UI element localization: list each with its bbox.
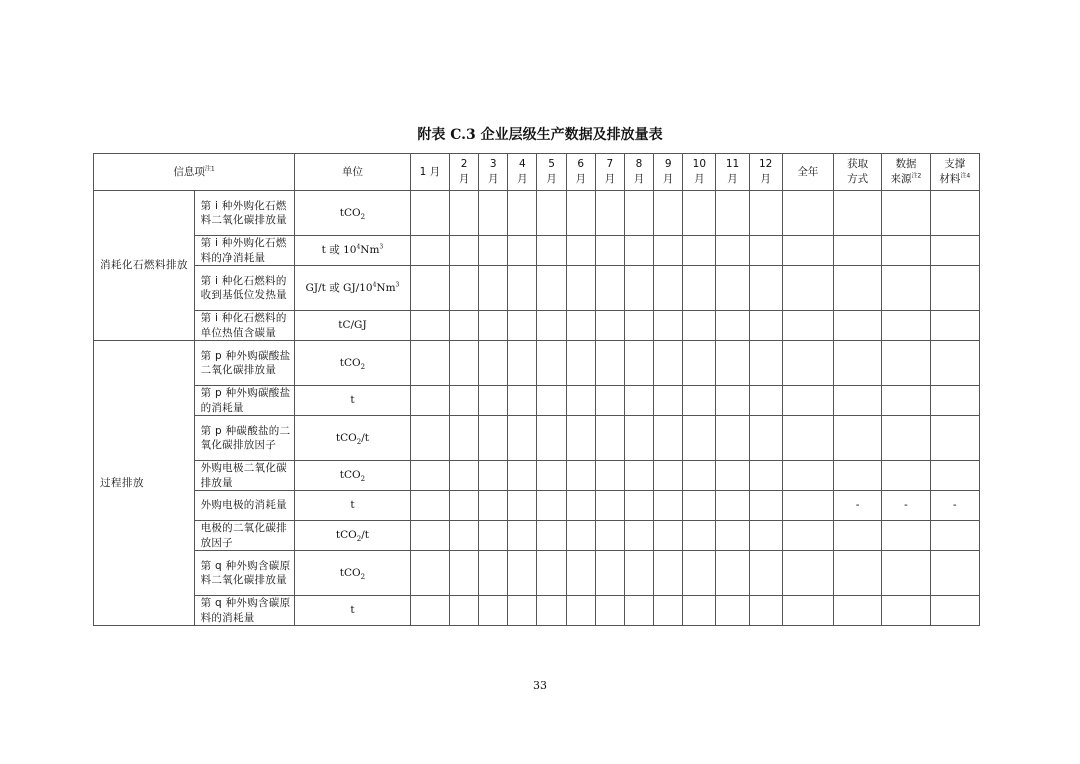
empty-cell: [566, 491, 595, 521]
empty-cell: [882, 416, 930, 461]
table-row: [94, 311, 980, 341]
info-item: 第 q 种外购含碳原料的消耗量: [194, 596, 295, 626]
empty-cell: [624, 191, 653, 236]
empty-cell: [537, 521, 566, 551]
table-row: [94, 461, 980, 491]
empty-cell: [595, 551, 624, 596]
info-item: 第 i 种外购化石燃料二氧化碳排放量: [194, 191, 295, 236]
unit-cell: tCO$_2$/t: [295, 416, 411, 461]
empty-cell: [930, 551, 979, 596]
empty-cell: [716, 311, 749, 341]
empty-cell: [683, 191, 716, 236]
empty-cell: [450, 416, 479, 461]
empty-cell: [882, 461, 930, 491]
empty-cell: [782, 311, 833, 341]
empty-cell: [537, 416, 566, 461]
empty-cell: [749, 311, 782, 341]
empty-cell: [782, 341, 833, 386]
unit-cell: t: [295, 491, 411, 521]
empty-cell: [683, 551, 716, 596]
empty-cell: [834, 236, 882, 266]
empty-cell: [624, 521, 653, 551]
empty-cell: [537, 341, 566, 386]
header-source: 数据 来源$^{注2}$: [882, 154, 930, 191]
empty-cell: [410, 266, 449, 311]
table-row: [94, 236, 980, 266]
empty-cell: [566, 386, 595, 416]
header-month: 2 月: [450, 154, 479, 191]
empty-cell: [595, 311, 624, 341]
empty-cell: [508, 386, 537, 416]
empty-cell: [479, 521, 508, 551]
empty-cell: [410, 521, 449, 551]
empty-cell: [566, 596, 595, 626]
empty-cell: [624, 491, 653, 521]
unit-cell: tCO$_2$: [295, 191, 411, 236]
empty-cell: [716, 551, 749, 596]
empty-cell: [882, 521, 930, 551]
header-info: 信息项$^{注1}$: [94, 154, 295, 191]
empty-cell: [716, 596, 749, 626]
empty-cell: [566, 266, 595, 311]
empty-cell: [930, 341, 979, 386]
header-month: 3 月: [479, 154, 508, 191]
empty-cell: [834, 596, 882, 626]
unit-cell: t: [295, 596, 411, 626]
empty-cell: [508, 461, 537, 491]
info-item: 第 p 种碳酸盐的二氧化碳排放因子: [194, 416, 295, 461]
info-item: 第 i 种化石燃料的单位热值含碳量: [194, 311, 295, 341]
empty-cell: [479, 386, 508, 416]
empty-cell: [749, 236, 782, 266]
empty-cell: [683, 461, 716, 491]
empty-cell: [716, 416, 749, 461]
empty-cell: [595, 191, 624, 236]
header-month: 5 月: [537, 154, 566, 191]
empty-cell: [716, 266, 749, 311]
header-month: 4 月: [508, 154, 537, 191]
empty-cell: [749, 521, 782, 551]
header-support: 支撑 材料$^{注4}$: [930, 154, 979, 191]
empty-cell: [834, 341, 882, 386]
empty-cell: [782, 551, 833, 596]
header-year: 全年: [782, 154, 833, 191]
info-item: 外购电极二氧化碳排放量: [194, 461, 295, 491]
empty-cell: [410, 596, 449, 626]
empty-cell: [595, 461, 624, 491]
category-fossil-fuel: 消耗化石燃料排放: [94, 191, 195, 341]
empty-cell: [683, 386, 716, 416]
empty-cell: [834, 266, 882, 311]
empty-cell: [410, 491, 449, 521]
empty-cell: [508, 491, 537, 521]
empty-cell: [683, 491, 716, 521]
empty-cell: [930, 386, 979, 416]
empty-cell: [450, 461, 479, 491]
empty-cell: [749, 266, 782, 311]
empty-cell: [624, 236, 653, 266]
empty-cell: [716, 521, 749, 551]
empty-cell: [654, 521, 683, 551]
table-row: [94, 416, 980, 461]
info-item: 第 p 种外购碳酸盐的消耗量: [194, 386, 295, 416]
empty-cell: [749, 341, 782, 386]
empty-cell: [537, 596, 566, 626]
empty-cell: [716, 491, 749, 521]
empty-cell: [654, 266, 683, 311]
empty-cell: [882, 386, 930, 416]
info-item: 电极的二氧化碳排放因子: [194, 521, 295, 551]
empty-cell: [882, 341, 930, 386]
empty-cell: [782, 461, 833, 491]
empty-cell: [410, 416, 449, 461]
empty-cell: [595, 491, 624, 521]
empty-cell: [654, 491, 683, 521]
empty-cell: [782, 386, 833, 416]
empty-cell: [782, 596, 833, 626]
header-month: 7 月: [595, 154, 624, 191]
empty-cell: [410, 386, 449, 416]
empty-cell: [749, 461, 782, 491]
empty-cell: [834, 551, 882, 596]
table-row: [94, 551, 980, 596]
empty-cell: [508, 311, 537, 341]
empty-cell: [834, 386, 882, 416]
info-item: 第 i 种外购化石燃料的净消耗量: [194, 236, 295, 266]
empty-cell: [479, 416, 508, 461]
empty-cell: [410, 191, 449, 236]
empty-cell: [716, 191, 749, 236]
empty-cell: [566, 236, 595, 266]
empty-cell: [450, 491, 479, 521]
unit-cell: tCO$_2$: [295, 551, 411, 596]
table-row: [94, 386, 980, 416]
empty-cell: [882, 191, 930, 236]
empty-cell: [749, 386, 782, 416]
empty-cell: [450, 341, 479, 386]
table-title: 附表 C.3 企业层级生产数据及排放量表: [417, 127, 663, 143]
empty-cell: [834, 191, 882, 236]
table-row: [94, 191, 980, 236]
empty-cell: [654, 461, 683, 491]
header-month: 12 月: [749, 154, 782, 191]
unit-cell: t 或 $10^4Nm^3$: [295, 236, 411, 266]
category-process: 过程排放: [94, 341, 195, 626]
empty-cell: [624, 311, 653, 341]
empty-cell: [716, 236, 749, 266]
empty-cell: [782, 266, 833, 311]
production-emission-table: [93, 153, 980, 626]
empty-cell: [749, 596, 782, 626]
empty-cell: [683, 596, 716, 626]
empty-cell: [716, 386, 749, 416]
empty-cell: [450, 236, 479, 266]
empty-cell: [566, 461, 595, 491]
empty-cell: [479, 551, 508, 596]
empty-cell: [930, 266, 979, 311]
empty-cell: [410, 311, 449, 341]
empty-cell: [834, 311, 882, 341]
empty-cell: [654, 311, 683, 341]
empty-cell: [782, 236, 833, 266]
header-unit: 单位: [295, 154, 411, 191]
empty-cell: [508, 236, 537, 266]
empty-cell: [654, 551, 683, 596]
empty-cell: [683, 236, 716, 266]
empty-cell: [537, 491, 566, 521]
empty-cell: [508, 521, 537, 551]
empty-cell: [782, 521, 833, 551]
empty-cell: [624, 596, 653, 626]
empty-cell: [834, 521, 882, 551]
empty-cell: [930, 596, 979, 626]
info-item: 第 i 种化石燃料的收到基低位发热量: [194, 266, 295, 311]
empty-cell: [508, 341, 537, 386]
empty-cell: [537, 191, 566, 236]
empty-cell: [450, 266, 479, 311]
empty-cell: [410, 551, 449, 596]
empty-cell: [624, 416, 653, 461]
empty-cell: [595, 341, 624, 386]
info-item: 第 q 种外购含碳原料二氧化碳排放量: [194, 551, 295, 596]
empty-cell: [410, 341, 449, 386]
empty-cell: [930, 311, 979, 341]
table-row: [94, 491, 980, 521]
empty-cell: [624, 386, 653, 416]
empty-cell: [595, 521, 624, 551]
empty-cell: [624, 551, 653, 596]
empty-cell: [930, 521, 979, 551]
header-row: [94, 154, 980, 191]
unit-cell: tCO$_2$: [295, 341, 411, 386]
empty-cell: [537, 461, 566, 491]
empty-cell: [683, 311, 716, 341]
empty-cell: [479, 311, 508, 341]
table-row: [94, 341, 980, 386]
empty-cell: [654, 386, 683, 416]
empty-cell: [508, 551, 537, 596]
empty-cell: [508, 416, 537, 461]
dash-cell: -: [834, 491, 882, 521]
empty-cell: [537, 236, 566, 266]
empty-cell: [654, 596, 683, 626]
empty-cell: [834, 461, 882, 491]
empty-cell: [683, 521, 716, 551]
empty-cell: [479, 596, 508, 626]
empty-cell: [537, 386, 566, 416]
info-item: 外购电极的消耗量: [194, 491, 295, 521]
empty-cell: [566, 341, 595, 386]
empty-cell: [566, 311, 595, 341]
empty-cell: [479, 341, 508, 386]
empty-cell: [654, 191, 683, 236]
unit-cell: tCO$_2$: [295, 461, 411, 491]
empty-cell: [882, 236, 930, 266]
empty-cell: [624, 266, 653, 311]
empty-cell: [624, 341, 653, 386]
empty-cell: [479, 491, 508, 521]
empty-cell: [508, 596, 537, 626]
header-month: 9 月: [654, 154, 683, 191]
page-number: 33: [533, 679, 547, 692]
empty-cell: [654, 416, 683, 461]
empty-cell: [654, 236, 683, 266]
empty-cell: [654, 341, 683, 386]
empty-cell: [595, 596, 624, 626]
empty-cell: [683, 266, 716, 311]
empty-cell: [508, 191, 537, 236]
empty-cell: [410, 236, 449, 266]
header-month: 11 月: [716, 154, 749, 191]
empty-cell: [930, 236, 979, 266]
table-row: [94, 596, 980, 626]
empty-cell: [479, 236, 508, 266]
unit-cell: t: [295, 386, 411, 416]
empty-cell: [749, 551, 782, 596]
empty-cell: [749, 416, 782, 461]
empty-cell: [410, 461, 449, 491]
empty-cell: [450, 551, 479, 596]
empty-cell: [882, 266, 930, 311]
empty-cell: [930, 191, 979, 236]
empty-cell: [508, 266, 537, 311]
empty-cell: [782, 491, 833, 521]
header-method: 获取 方式: [834, 154, 882, 191]
dash-cell: -: [930, 491, 979, 521]
empty-cell: [537, 266, 566, 311]
empty-cell: [595, 416, 624, 461]
table-row: [94, 266, 980, 311]
empty-cell: [882, 551, 930, 596]
header-month-1: 1 月: [410, 154, 449, 191]
empty-cell: [930, 416, 979, 461]
empty-cell: [749, 491, 782, 521]
empty-cell: [716, 461, 749, 491]
unit-cell: tC/GJ: [295, 311, 411, 341]
empty-cell: [566, 551, 595, 596]
empty-cell: [450, 311, 479, 341]
empty-cell: [716, 341, 749, 386]
empty-cell: [537, 551, 566, 596]
unit-cell: GJ/t 或 $GJ/10^4Nm^3$: [295, 266, 411, 311]
empty-cell: [595, 236, 624, 266]
empty-cell: [882, 596, 930, 626]
empty-cell: [930, 461, 979, 491]
empty-cell: [834, 416, 882, 461]
empty-cell: [683, 416, 716, 461]
empty-cell: [683, 341, 716, 386]
empty-cell: [749, 191, 782, 236]
empty-cell: [566, 521, 595, 551]
empty-cell: [624, 461, 653, 491]
info-item: 第 p 种外购碳酸盐二氧化碳排放量: [194, 341, 295, 386]
empty-cell: [450, 191, 479, 236]
header-month: 8 月: [624, 154, 653, 191]
empty-cell: [882, 311, 930, 341]
empty-cell: [450, 596, 479, 626]
header-month: 6 月: [566, 154, 595, 191]
table-row: [94, 521, 980, 551]
empty-cell: [566, 416, 595, 461]
empty-cell: [479, 266, 508, 311]
unit-cell: tCO$_2$/t: [295, 521, 411, 551]
empty-cell: [479, 191, 508, 236]
empty-cell: [782, 191, 833, 236]
empty-cell: [782, 416, 833, 461]
empty-cell: [537, 311, 566, 341]
dash-cell: -: [882, 491, 930, 521]
empty-cell: [450, 521, 479, 551]
header-month: 10 月: [683, 154, 716, 191]
empty-cell: [595, 386, 624, 416]
empty-cell: [450, 386, 479, 416]
empty-cell: [479, 461, 508, 491]
empty-cell: [595, 266, 624, 311]
empty-cell: [566, 191, 595, 236]
